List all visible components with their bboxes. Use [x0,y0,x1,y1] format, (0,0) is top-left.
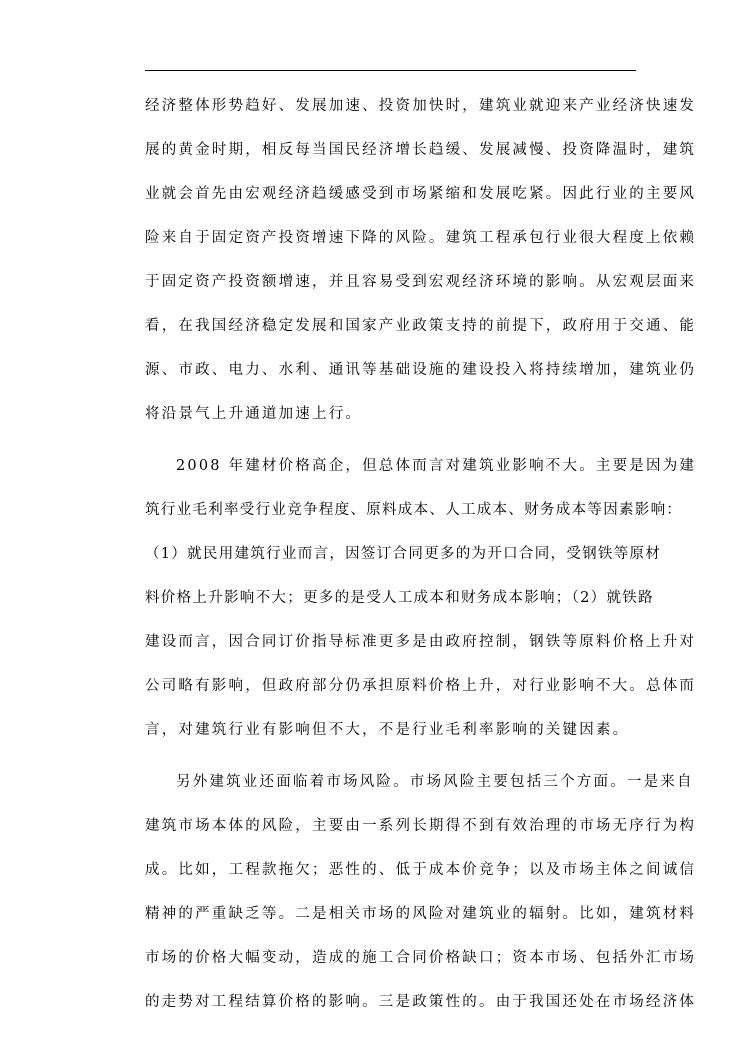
paragraph-1-line-2: 展的黄金时期，相反每当国民经济增长趋缓、发展减慢、投资降温时，建筑 [145,142,697,158]
paragraph-2-line-2: 筑行业毛利率受行业竞争程度、原料成本、人工成本、财务成本等因素影响： [145,502,683,518]
paragraph-2-line-6: 公司略有影响，但政府部分仍承担原料价格上升，对行业影响不大。总体而 [145,678,697,694]
paragraph-1-line-7: 源、市政、电力、水利、通讯等基础设施的建设投入将持续增加，建筑业仍 [145,362,697,378]
paragraph-3-line-3: 成。比如，工程款拖欠；恶性的、低于成本价竞争；以及市场主体之间诚信 [145,862,697,878]
paragraph-1-line-3: 业就会首先由宏观经济趋缓感受到市场紧缩和发展吃紧。因此行业的主要风 [145,186,697,202]
paragraph-2-line-4: 料价格上升影响不大；更多的是受人工成本和财务成本影响；（2）就铁路 [145,590,654,606]
paragraph-3-line-5: 市场的价格大幅变动，造成的施工合同价格缺口；资本市场、包括外汇市场 [145,950,697,966]
paragraph-3-line-6: 的走势对工程结算价格的影响。三是政策性的。由于我国还处在市场经济体 [145,994,697,1010]
paragraph-2-line-1: 2008 年建材价格高企，但总体而言对建筑业影响不大。主要是因为建 [176,458,697,474]
paragraph-2-line-7: 言，对建筑行业有影响但不大，不是行业毛利率影响的关键因素。 [145,722,630,738]
paragraph-1-line-1: 经济整体形势趋好、发展加速、投资加快时，建筑业就迎来产业经济快速发 [145,98,697,114]
header-rule [145,70,636,71]
paragraph-2-line-3: （1）就民用建筑行业而言，因签订合同更多的为开口合同，受钢铁等原材 [145,546,662,562]
paragraph-1-line-8: 将沿景气上升通道加速上行。 [145,406,363,422]
paragraph-3-line-4: 精神的严重缺乏等。二是相关市场的风险对建筑业的辐射。比如，建筑材料 [145,906,697,922]
paragraph-1-line-5: 于固定资产投资额增速，并且容易受到宏观经济环境的影响。从宏观层面来 [145,274,697,290]
paragraph-3-line-1: 另外建筑业还面临着市场风险。市场风险主要包括三个方面。一是来自 [176,774,694,790]
paragraph-2-line-5: 建设而言，因合同订价指导标准更多是由政府控制，钢铁等原料价格上升对 [145,634,697,650]
paragraph-1-line-4: 险来自于固定资产投资增速下降的风险。建筑工程承包行业很大程度上依赖 [145,230,697,246]
paragraph-1-line-6: 看，在我国经济稳定发展和国家产业政策支持的前提下，政府用于交通、能 [145,318,697,334]
paragraph-3-line-2: 建筑市场本体的风险，主要由一系列长期得不到有效治理的市场无序行为构 [145,818,697,834]
